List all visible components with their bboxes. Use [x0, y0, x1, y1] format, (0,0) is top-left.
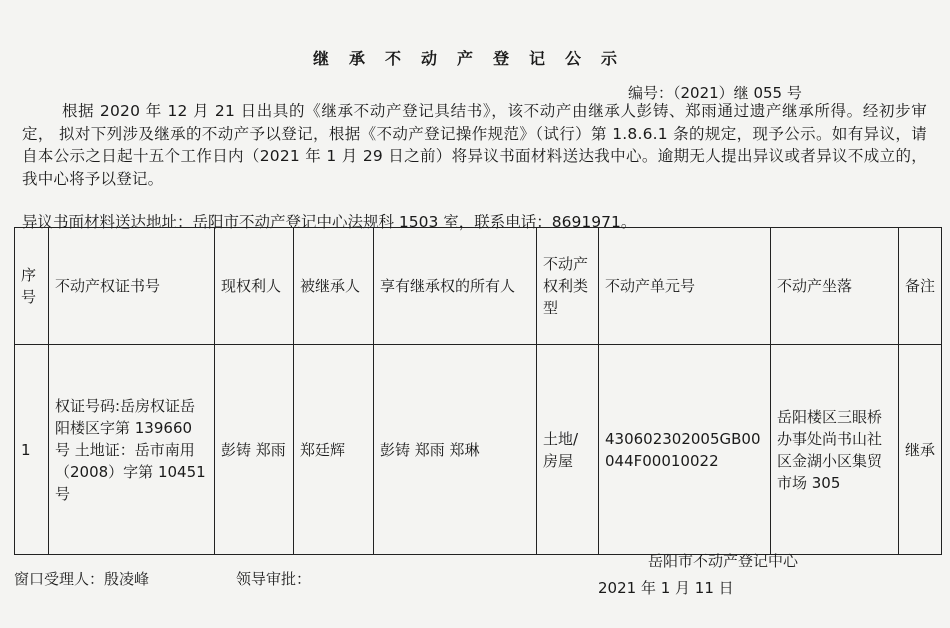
header-location: 不动产坐落 [771, 228, 899, 345]
header-right-type: 不动产权利类型 [537, 228, 599, 345]
header-remark: 备注 [899, 228, 942, 345]
notice-body: 根据 2020 年 12 月 21 日出具的《继承不动产登记具结书》，该不动产由继承人彭铸、郑雨通过遗产继承所得。经初步审定， 拟对下列涉及继承的不动产予以登记，根据《不动产登记操作规范》（试行）第 1.8.6.1 条的规定，现予公示。如有异议，请自本公示之日起十五个工作日内（2021 年 1 月 29 日之前）将异议书面材料送达我中心。逾期无人提出异议或者异议不成立的，我中心将予以登记。 [22, 102, 927, 188]
header-unit-no: 不动产单元号 [599, 228, 771, 345]
cell-unit-no: 430602302005GB00044F00010022 [599, 345, 771, 555]
table-header-row [15, 228, 942, 345]
header-decedent: 被继承人 [294, 228, 374, 345]
cell-heirs: 彭铸 郑雨 郑琳 [374, 345, 537, 555]
cell-cert-no: 权证号码:岳房权证岳阳楼区字第 139660 号 土地证：岳市南用（2008）字第 10451 号 [49, 345, 215, 555]
cell-remark: 继承 [899, 345, 942, 555]
header-seq: 序号 [15, 228, 49, 345]
document-number: 编号：（2021）继 055 号 [628, 84, 802, 102]
cell-current-holders: 彭铸 郑雨 [215, 345, 294, 555]
objection-address: 异议书面材料送达地址：岳阳市不动产登记中心法规科 1503 室，联系电话：8691971。 [22, 213, 637, 231]
document-title: 继承不动产登记公示 [312, 49, 637, 68]
cell-right-type: 土地/房屋 [537, 345, 599, 555]
issuing-organization: 岳阳市不动产登记中心 [648, 552, 799, 570]
table-row [15, 345, 942, 555]
cell-location: 岳阳楼区三眼桥办事处尚书山社区金湖小区集贸市场 305 [771, 345, 899, 555]
issue-date: 2021 年 1 月 11 日 [598, 579, 734, 597]
clerk-label: 窗口受理人：殷凌峰 [14, 570, 150, 588]
registration-table [14, 227, 942, 555]
header-cert-no: 不动产权证书号 [49, 228, 215, 345]
cell-seq: 1 [15, 345, 49, 555]
header-current-holders: 现权利人 [215, 228, 294, 345]
cell-decedent: 郑廷辉 [294, 345, 374, 555]
approval-label: 领导审批： [236, 570, 312, 588]
header-heirs: 享有继承权的所有人 [374, 228, 537, 345]
